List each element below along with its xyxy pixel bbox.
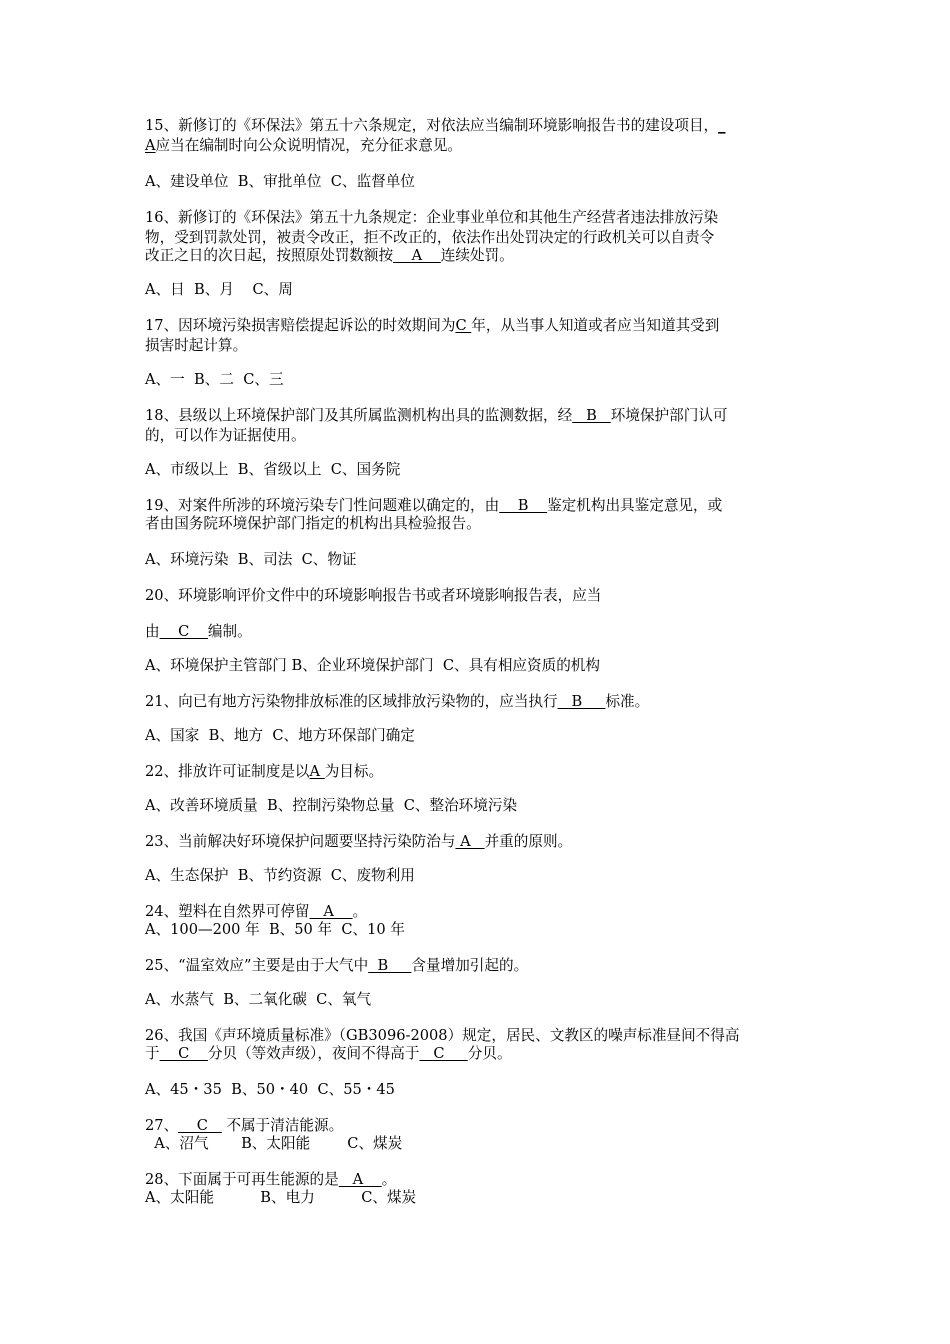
text-line <box>145 371 284 389</box>
text-segment: 损害时起计算。 <box>145 337 248 354</box>
text-line <box>145 117 725 135</box>
answer-blank: A <box>338 1171 382 1188</box>
text-segment: 物，受到罚款处罚，被责令改正，拒不改正的，依法作出处罚决定的行政机关可以自责令 <box>145 229 715 246</box>
text-segment: A、45・35 B、50・40 C、55・45 <box>145 1081 395 1098</box>
text-segment: A、改善环境质量 B、控制污染物总量 C、整治环境污染 <box>145 797 518 814</box>
text-line <box>145 247 514 265</box>
text-segment: A、生态保护 B、节约资源 C、废物利用 <box>145 867 415 884</box>
text-line <box>145 229 714 247</box>
text-segment: A、100—200 年 B、50 年 C、10 年 <box>145 921 405 938</box>
text-line <box>145 407 728 425</box>
text-segment: 20、环境影响评价文件中的环境影响报告书或者环境影响报告表，应当 <box>145 587 602 604</box>
text-segment: 23、当前解决好环境保护问题要坚持污染防治与 <box>145 833 456 850</box>
answer-blank: A <box>309 763 325 780</box>
answer-blank: C <box>419 1045 468 1062</box>
text-segment: 。 <box>352 903 368 920</box>
text-line <box>145 209 718 227</box>
text-line <box>145 903 367 921</box>
text-segment: 含量增加引起的。 <box>411 957 529 974</box>
answer-blank: A <box>309 903 353 920</box>
text-segment: 26、我国《声环境质量标准》（GB3096-2008）规定，居民、文教区的噪声标准昼间不得高 <box>145 1027 740 1044</box>
text-segment: A、环境污染 B、司法 C、物证 <box>145 551 357 568</box>
text-segment: 应当在编制时向公众说明情况，充分征求意见。 <box>155 137 463 154</box>
text-line <box>145 461 400 479</box>
text-segment: A、水蒸气 B、二氧化碳 C、氧气 <box>145 991 372 1008</box>
text-segment: A、国家 B、地方 C、地方环保部门确定 <box>145 727 415 744</box>
text-line <box>145 551 357 569</box>
text-segment: A、太阳能 B、电力 C、煤炭 <box>145 1189 417 1206</box>
text-line <box>145 693 649 711</box>
text-line <box>145 991 371 1009</box>
text-segment: 15、新修订的《环保法》第五十六条规定，对依法应当编制环境影响报告书的建设项目， <box>145 117 719 134</box>
text-segment: 由 <box>145 623 160 640</box>
text-segment: 16、新修订的《环保法》第五十九条规定：企业事业单位和其他生产经营者违法排放污染 <box>145 209 719 226</box>
text-segment: 编制。 <box>207 623 252 640</box>
text-segment: 的，可以作为证据使用。 <box>145 427 306 444</box>
text-line <box>145 281 293 299</box>
text-segment: 28、下面属于可再生能源的是 <box>145 1171 339 1188</box>
text-line <box>145 763 383 781</box>
text-line <box>145 1135 402 1153</box>
text-line <box>145 1117 343 1135</box>
text-segment: 21、向已有地方污染物排放标准的区域排放污染物的，应当执行 <box>145 693 558 710</box>
text-segment: 27、 <box>145 1117 179 1134</box>
text-line <box>145 427 306 445</box>
text-line <box>145 515 481 533</box>
answer-blank: B <box>499 497 548 514</box>
text-line <box>145 957 528 975</box>
text-segment: A、沼气 B、太阳能 C、煤炭 <box>145 1135 403 1152</box>
text-segment: 为目标。 <box>324 763 384 780</box>
text-segment: 于 <box>145 1045 160 1062</box>
answer-blank: A <box>393 247 441 264</box>
text-segment: A、日 B、月 C、周 <box>145 281 293 298</box>
text-segment: 连续处罚。 <box>440 247 514 264</box>
text-line <box>145 337 247 355</box>
text-segment: 年，从当事人知道或者应当知道其受到 <box>471 317 720 334</box>
text-segment: 不属于清洁能源。 <box>221 1117 344 1134</box>
text-segment: 22、排放许可证制度是以 <box>145 763 310 780</box>
text-line <box>145 317 719 335</box>
text-segment: A、市级以上 B、省级以上 C、国务院 <box>145 461 401 478</box>
text-line <box>145 1171 396 1189</box>
answer-blank: _ <box>718 117 726 134</box>
text-segment: 并重的原则。 <box>484 833 573 850</box>
text-line <box>145 1081 395 1099</box>
text-segment: 19、对案件所涉的环境污染专门性问题难以确定的，由 <box>145 497 500 514</box>
text-line <box>145 1045 512 1063</box>
text-segment: A、建设单位 B、审批单位 C、监督单位 <box>145 173 415 190</box>
text-line <box>145 173 415 191</box>
text-line <box>145 727 415 745</box>
text-segment: 环境保护部门认可 <box>610 407 728 424</box>
text-segment: 25、“温室效应”主要是由于大气中 <box>145 957 369 974</box>
text-segment: 鉴定机构出具鉴定意见，或 <box>547 497 723 514</box>
text-line <box>145 137 462 155</box>
answer-blank: A <box>145 137 156 154</box>
text-line <box>145 657 600 675</box>
answer-blank: B <box>368 957 412 974</box>
answer-blank: B <box>572 407 611 424</box>
text-line <box>145 623 252 641</box>
text-line <box>145 867 415 885</box>
text-segment: 。 <box>381 1171 397 1188</box>
answer-blank: C <box>159 1045 208 1062</box>
text-line <box>145 833 572 851</box>
text-segment: 分贝。 <box>467 1045 512 1062</box>
text-segment: 标准。 <box>605 693 650 710</box>
text-segment: 17、因环境污染损害赔偿提起诉讼的时效期间为 <box>145 317 456 334</box>
text-line <box>145 1027 739 1045</box>
text-line <box>145 797 517 815</box>
text-segment: 24、塑料在自然界可停留 <box>145 903 310 920</box>
text-line <box>145 921 405 939</box>
text-segment: A、一 B、二 C、三 <box>145 371 284 388</box>
text-segment: 分贝（等效声级），夜间不得高于 <box>207 1045 420 1062</box>
text-line <box>145 497 722 515</box>
text-line <box>145 587 601 605</box>
text-line <box>145 1189 416 1207</box>
text-segment: A、环境保护主管部门 B、企业环境保护部门 C、具有相应资质的机构 <box>145 657 600 674</box>
answer-blank: A <box>455 833 485 850</box>
text-segment: 改正之日的次日起，按照原处罚数额按 <box>145 247 394 264</box>
text-segment: 者由国务院环境保护部门指定的机构出具检验报告。 <box>145 515 481 532</box>
answer-blank: B <box>557 693 606 710</box>
answer-blank: C <box>178 1117 222 1134</box>
text-segment: 18、县级以上环境保护部门及其所属监测机构出具的监测数据，经 <box>145 407 573 424</box>
answer-blank: C <box>455 317 472 334</box>
answer-blank: C <box>159 623 208 640</box>
